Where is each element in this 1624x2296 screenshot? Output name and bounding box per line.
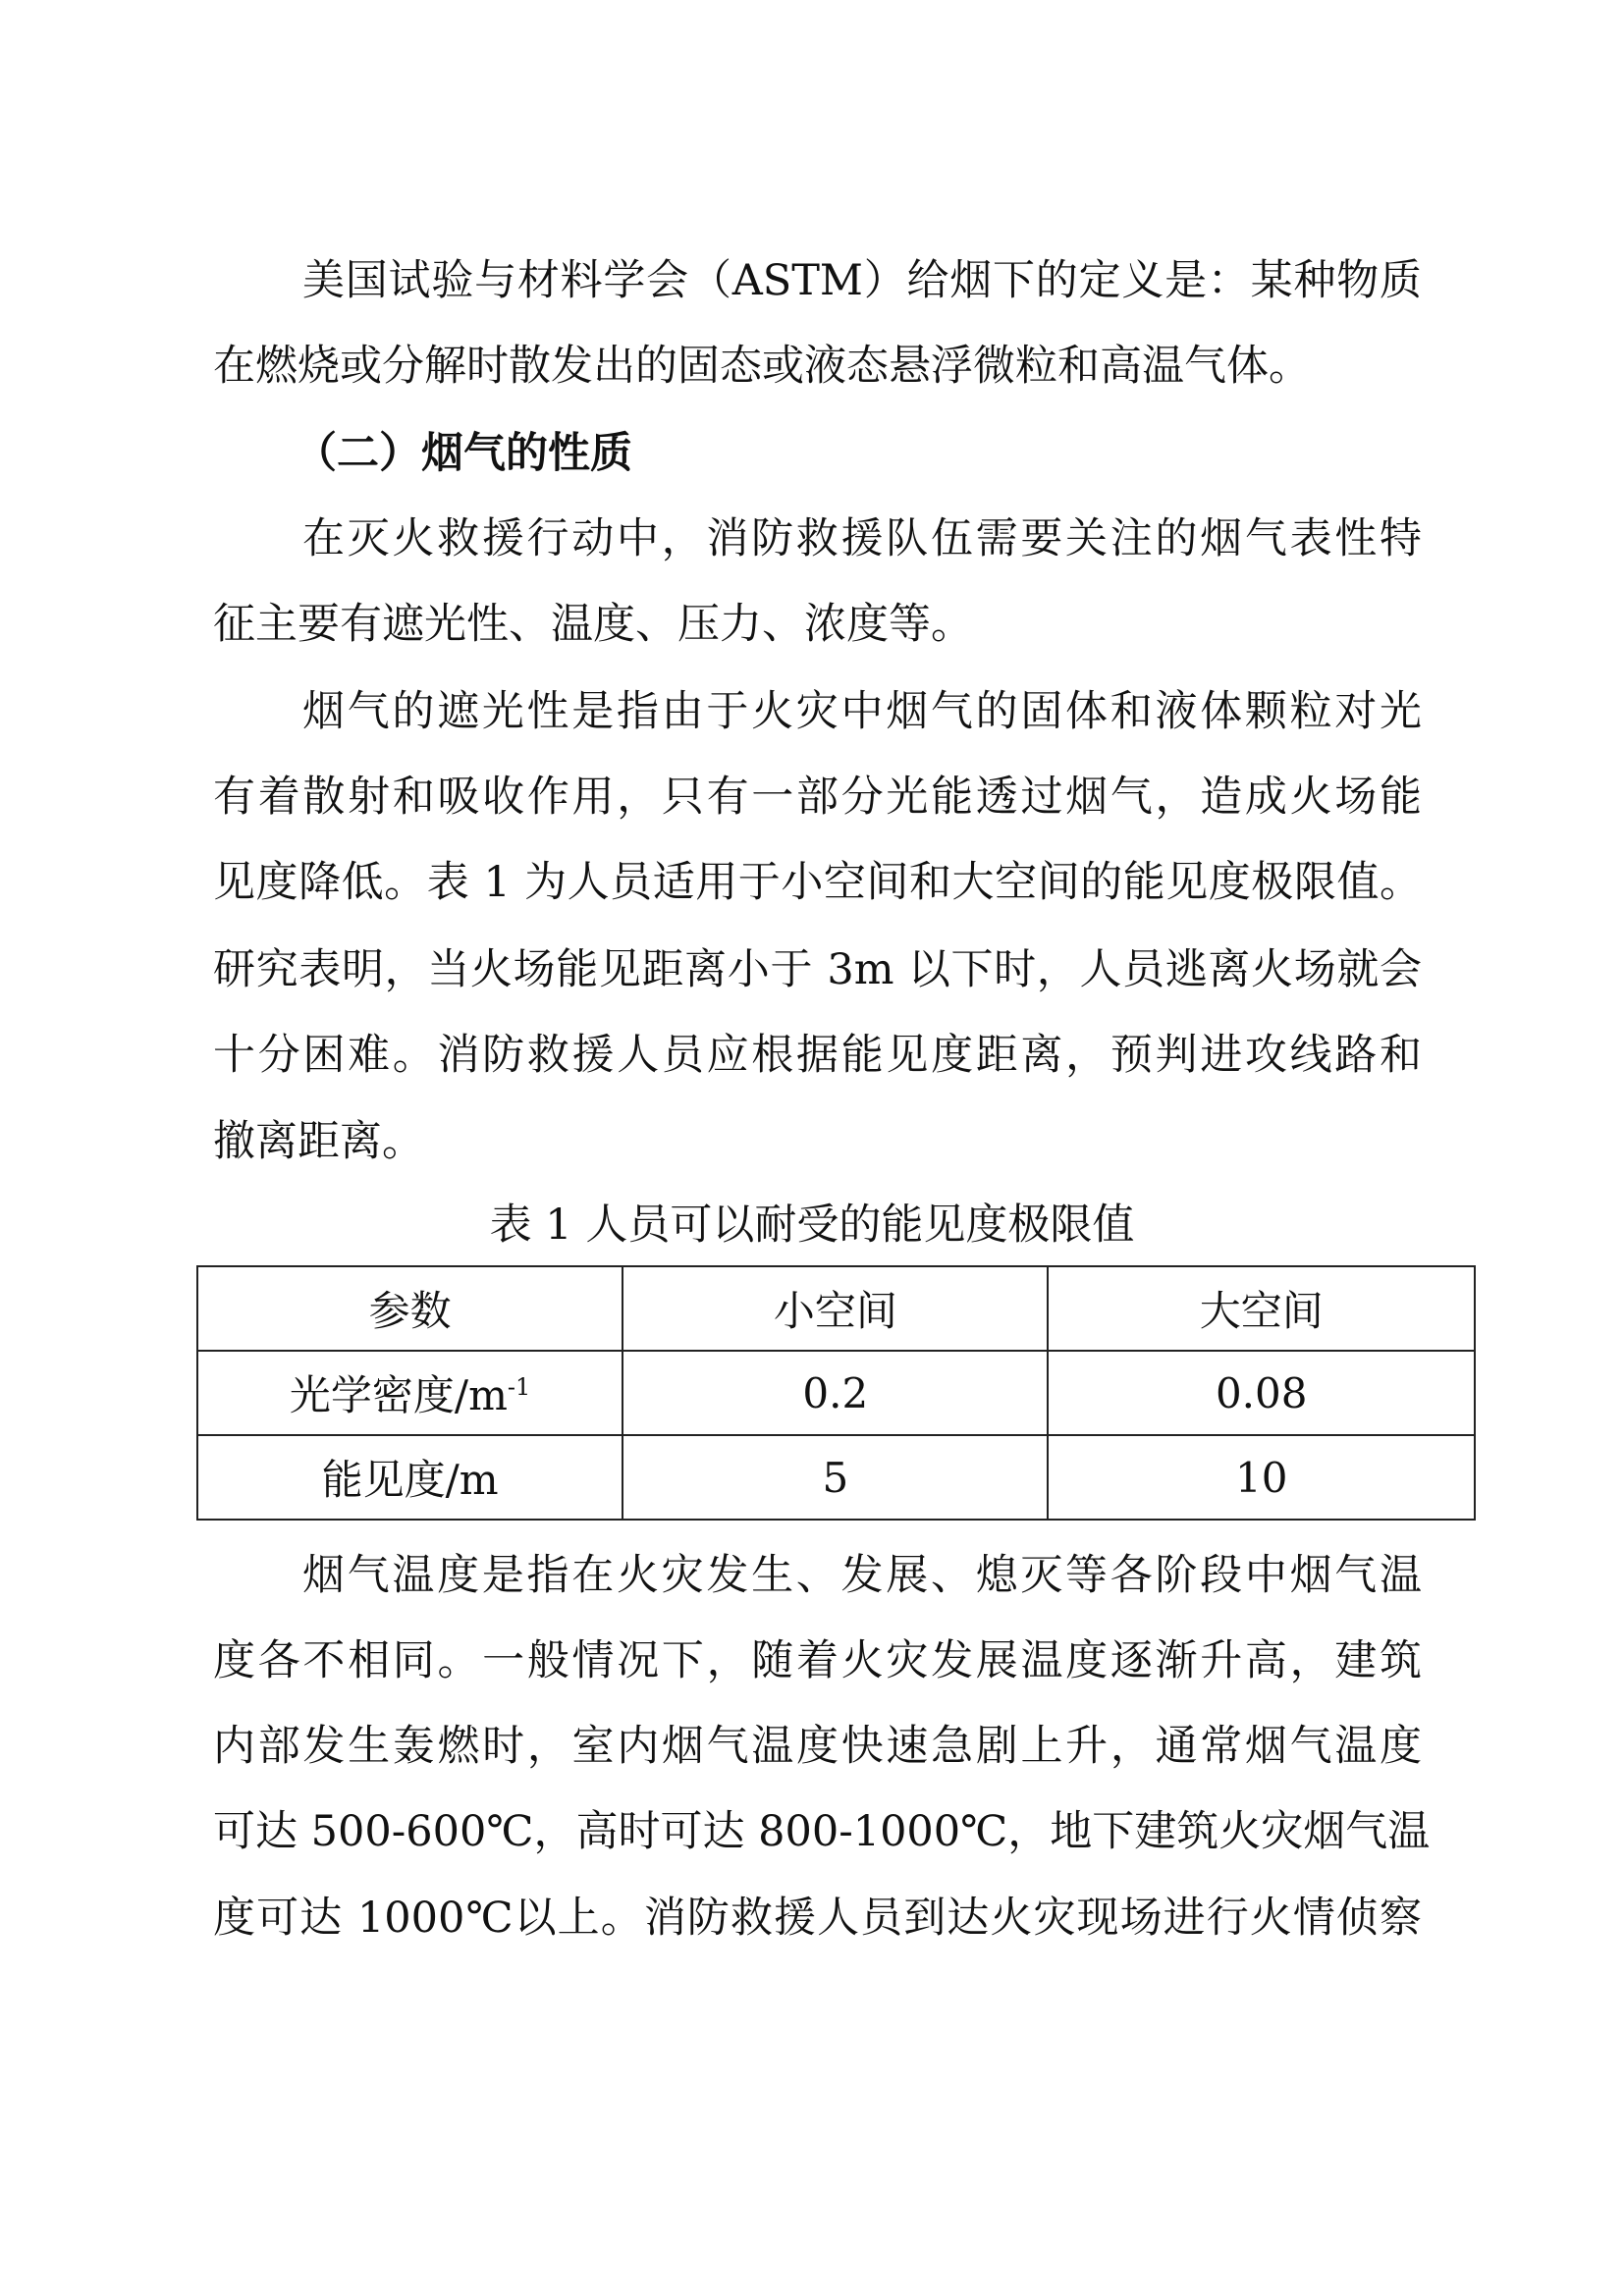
text-line: 度各不相同。一般情况下，随着火灾发展温度逐渐升高，建筑 (213, 1636, 1422, 1685)
text-line: 撤离距离。 (213, 1117, 424, 1166)
table-caption: 表 1 人员可以耐受的能见度极限值 (489, 1201, 1135, 1250)
text-line: 可达 500-600℃，高时可达 800-1000℃，地下建筑火灾烟气温 (213, 1807, 1431, 1856)
text-line: 烟气温度是指在火灾发生、发展、熄灭等各阶段中烟气温 (302, 1551, 1422, 1600)
table-cell: 0.2 (623, 1351, 1048, 1435)
text-line: 研究表明，当火场能见距离小于 3m 以下时，人员逃离火场就会 (213, 945, 1422, 994)
table-cell: 10 (1048, 1435, 1475, 1520)
table-cell: 5 (623, 1435, 1048, 1520)
text-line: 度可达 1000℃以上。消防救援人员到达火灾现场进行火情侦察 (213, 1894, 1422, 1943)
header-cell: 小空间 (623, 1266, 1048, 1351)
table-cell: 0.08 (1048, 1351, 1475, 1435)
header-cell: 参数 (197, 1266, 623, 1351)
text-line: 在灭火救援行动中，消防救援队伍需要关注的烟气表性特 (302, 514, 1422, 563)
visibility-limit-table (196, 1265, 1476, 1521)
header-cell: 大空间 (1048, 1266, 1475, 1351)
text-line: 在燃烧或分解时散发出的固态或液态悬浮微粒和高温气体。 (213, 342, 1311, 391)
text-line: 烟气的遮光性是指由于火灾中烟气的固体和液体颗粒对光 (302, 687, 1422, 736)
text-line: 美国试验与材料学会（ASTM）给烟下的定义是：某种物质 (302, 256, 1422, 305)
table-cell: 能见度/m (197, 1435, 623, 1520)
text-line: 见度降低。表 1 为人员适用于小空间和大空间的能见度极限值。 (213, 858, 1422, 907)
table-header-row (197, 1266, 1475, 1351)
table-row (197, 1351, 1475, 1435)
superscript: -1 (507, 1373, 531, 1401)
text-line: 征主要有遮光性、温度、压力、浓度等。 (213, 600, 973, 649)
table-cell (197, 1351, 623, 1435)
text-line: 有着散射和吸收作用，只有一部分光能透过烟气，造成火场能 (213, 773, 1422, 822)
text-line: 十分困难。消防救援人员应根据能见度距离，预判进攻线路和 (213, 1031, 1422, 1080)
cell-text: 光学密度/m (289, 1371, 508, 1419)
table-row (197, 1435, 1475, 1520)
text-line: 内部发生轰燃时，室内烟气温度快速急剧上升，通常烟气温度 (213, 1722, 1422, 1771)
section-heading: （二）烟气的性质 (295, 429, 632, 478)
